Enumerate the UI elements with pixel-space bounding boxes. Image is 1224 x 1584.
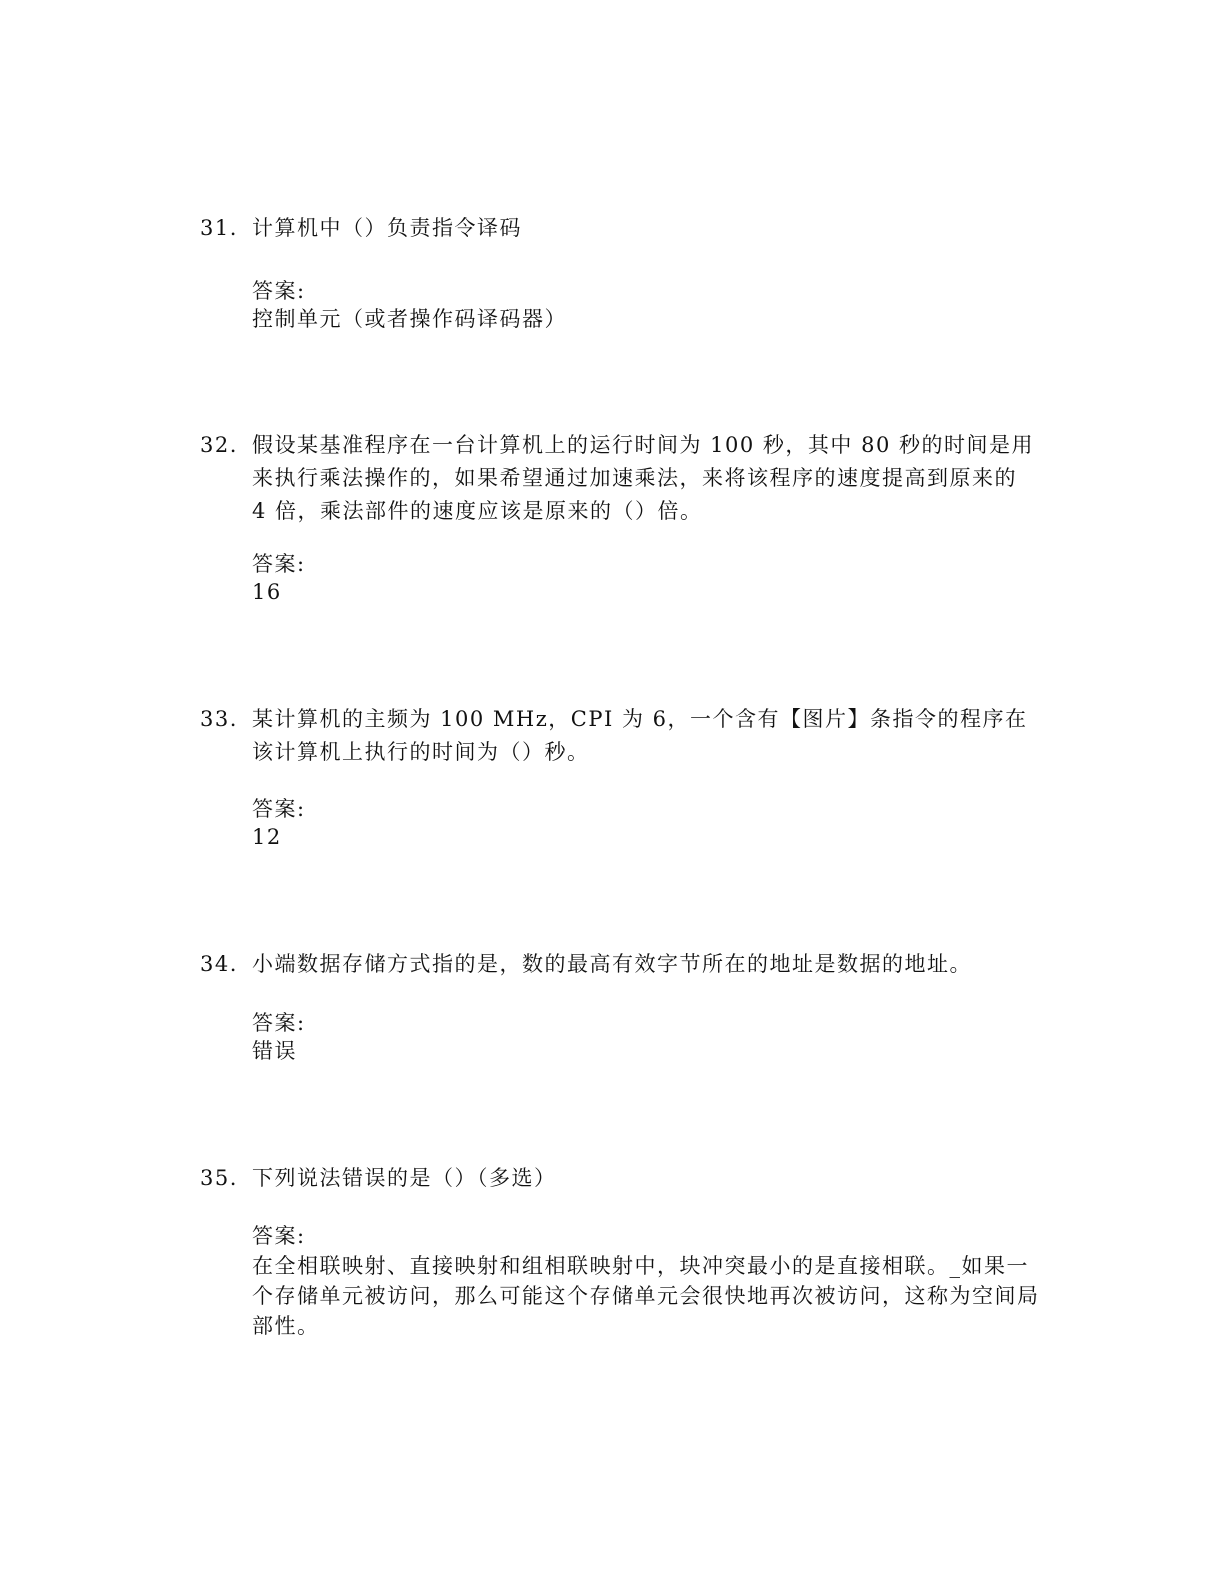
answer-text: 16 [252,580,282,604]
question-35 [200,1162,1040,1341]
answer-block [252,550,1040,606]
question-33 [200,703,1040,851]
answer-label: 答案: [252,552,306,576]
question-header [200,948,1040,981]
question-number: 33. [200,707,238,731]
answer-label: 答案: [252,1011,306,1035]
answer-block [252,1009,1040,1065]
answer-label: 答案: [252,797,306,821]
answer-text: 错误 [252,1039,297,1063]
question-number: 32. [200,433,238,457]
question-header [200,703,1040,769]
answer-text: 控制单元（或者操作码译码器） [252,307,567,331]
question-34 [200,948,1040,1065]
answer-text: 12 [252,825,282,849]
question-number: 35. [200,1166,238,1190]
answer-block [252,1221,1040,1341]
answer-label: 答案: [252,1224,306,1248]
question-header [200,1162,1040,1195]
question-text: 下列说法错误的是（）（多选） [252,1166,557,1190]
answer-block [252,277,1040,333]
question-31 [200,212,1040,333]
question-text: 某计算机的主频为 100 MHz，CPI 为 6，一个含有【图片】条指令的程序在该计算机上执行的时间为（）秒。 [252,707,1028,764]
question-text: 计算机中（）负责指令译码 [252,216,522,240]
question-text: 假设某基准程序在一台计算机上的运行时间为 100 秒，其中 80 秒的时间是用来执行乘法操作的，如果希望通过加速乘法，来将该程序的速度提高到原来的 4 倍，乘法部件的速度应该是原来的（）倍。 [252,433,1035,523]
question-header [200,212,1040,245]
answer-label: 答案: [252,279,306,303]
question-header [200,429,1040,528]
question-text: 小端数据存储方式指的是，数的最高有效字节所在的地址是数据的地址。 [252,952,972,976]
question-number: 34. [200,952,238,976]
question-32 [200,429,1040,606]
answer-block [252,795,1040,851]
question-number: 31. [200,216,238,240]
answer-text: 在全相联映射、直接映射和组相联映射中，块冲突最小的是直接相联。_如果一个存储单元被访问，那么可能这个存储单元会很快地再次被访问，这称为空间局部性。 [252,1254,1040,1338]
